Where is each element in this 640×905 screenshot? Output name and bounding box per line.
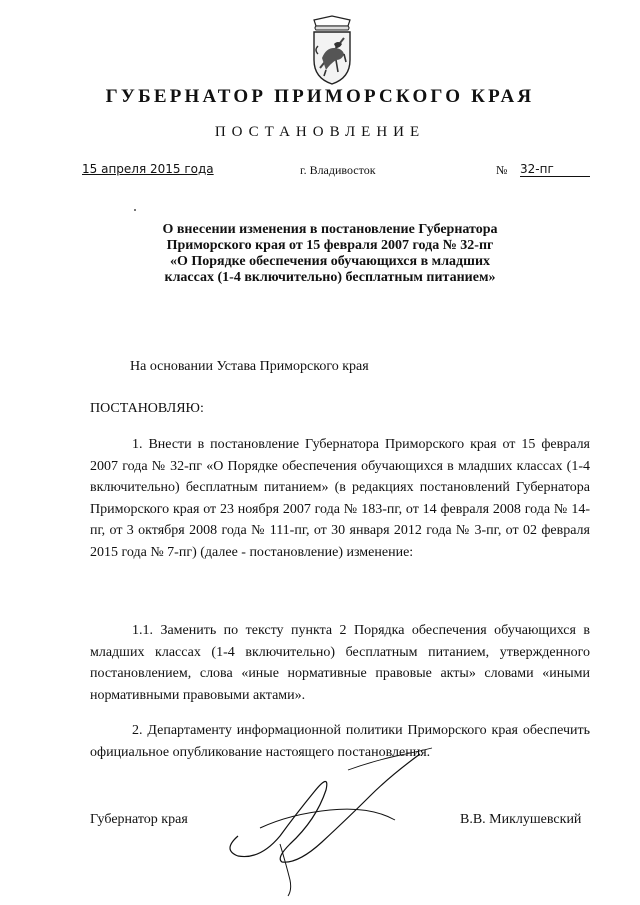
legal-basis: На основании Устава Приморского края — [130, 359, 369, 374]
document-heading — [80, 222, 580, 286]
document-date: 15 апреля 2015 года — [82, 162, 214, 176]
handwritten-signature — [220, 740, 440, 900]
authority-title: ГУБЕРНАТОР ПРИМОРСКОГО КРАЯ — [105, 86, 535, 107]
document-type: ПОСТАНОВЛЕНИЕ — [214, 124, 426, 140]
heading-line: классах (1-4 включительно) бесплатным питанием» — [164, 270, 496, 285]
document-place: г. Владивосток — [300, 163, 376, 177]
heading-line: О внесении изменения в постановление Губернатора — [162, 222, 498, 237]
clause-2: 2. Департаменту информационной политики Приморского края обеспечить официальное опубликование настоящего постановления. — [90, 723, 590, 760]
document-number-label: № — [496, 163, 508, 177]
tiger-coat-of-arms-icon — [300, 14, 364, 86]
clause-1-1: 1.1. Заменить по тексту пункта 2 Порядка обеспечения обучающихся в младших классах (1-4 включительно) бесплатным питанием, утвержденного постановлением, слова «иные нормативные правовые акты» словами «иными нормативными правовыми актами». — [90, 623, 590, 703]
document-number: 32-пг — [520, 162, 590, 177]
heading-line: «О Порядке обеспечения обучающихся в младших — [169, 254, 491, 269]
clause-1: 1. Внести в постановление Губернатора Приморского края от 15 февраля 2007 года № 32-пг «О Порядке обеспечения обучающихся в младших классах (1-4 включительно) бесплатным питанием» (в редакциях постановлений Губернатора Приморского края от 23 ноября 2007 года № 183-пг, от 14 февраля 2008 года № 14-пг, от 3 октября 2008 года № 111-пг, от 30 января 2012 года № 3-пг, от 02 февраля 2015 года № 7-пг) (далее - постановление) изменение: — [90, 437, 590, 560]
scan-dot — [134, 209, 136, 211]
signatory-role: Губернатор края — [90, 812, 188, 827]
signatory-name: В.В. Миклушевский — [460, 812, 582, 827]
decree-word: ПОСТАНОВЛЯЮ: — [90, 401, 204, 416]
heading-line: Приморского края от 15 февраля 2007 года № 32-пг — [166, 238, 494, 253]
